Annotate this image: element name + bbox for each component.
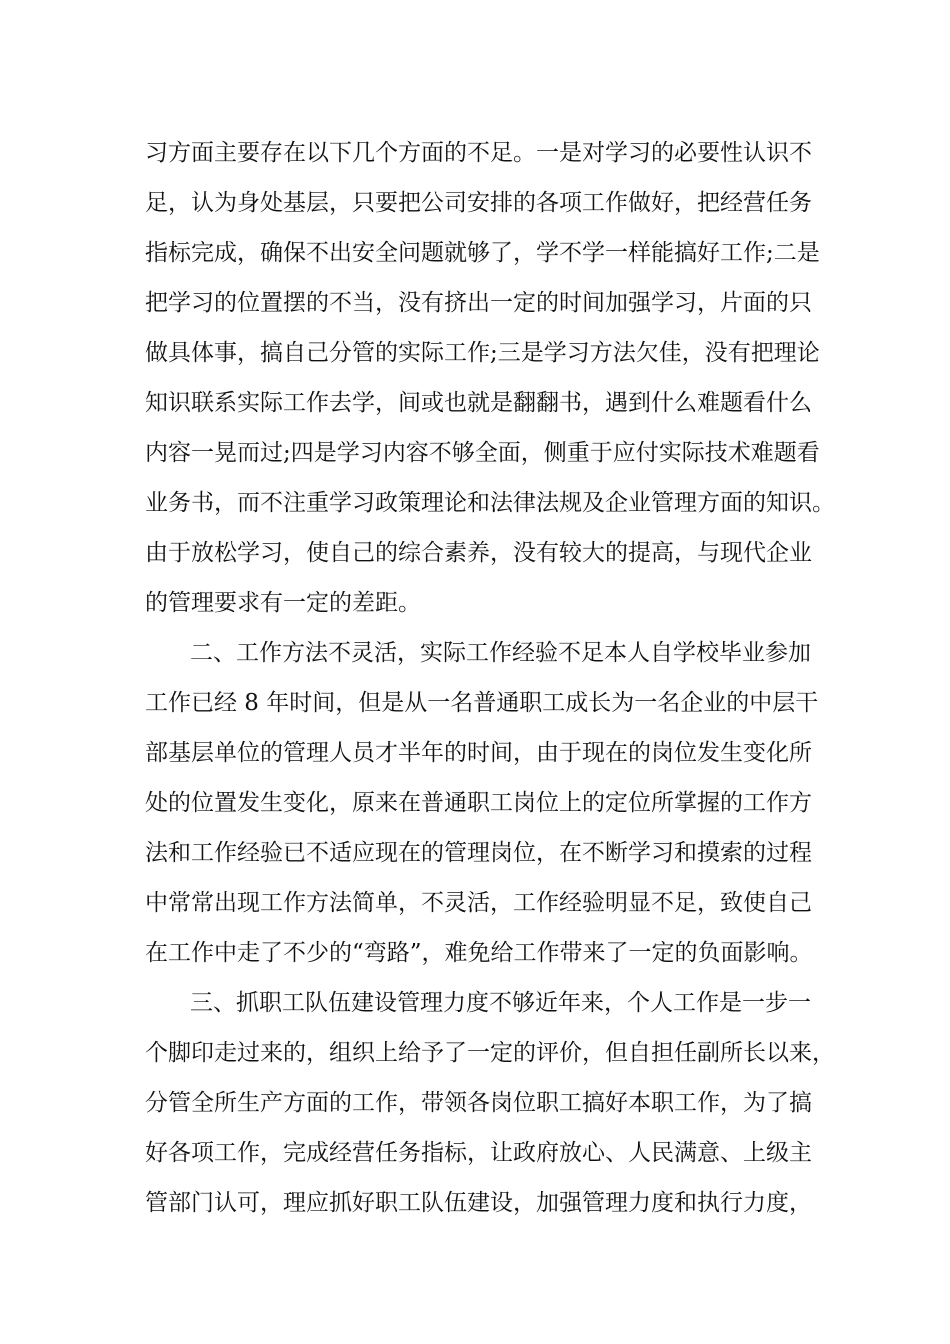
text-line: 由于放松学习，使自己的综合素养，没有较大的提高，与现代企业: [145, 540, 812, 566]
text-line: 习方面主要存在以下几个方面的不足。一是对学习的必要性认识不: [145, 140, 812, 166]
text-line: 工作已经 8 年时间，但是从一名普通职工成长为一名企业的中层干: [145, 690, 819, 716]
text-line: 处的位置发生变化，原来在普通职工岗位上的定位所掌握的工作方: [145, 790, 812, 816]
text-line: 业务书，而不注重学习政策理论和法律法规及企业管理方面的知识。: [145, 490, 835, 516]
text-line: 部基层单位的管理人员才半年的时间，由于现在的岗位发生变化所: [145, 740, 812, 766]
text-line: 好各项工作，完成经营任务指标，让政府放心、人民满意、上级主: [145, 1140, 812, 1166]
text-line: 管部门认可，理应抓好职工队伍建设，加强管理力度和执行力度，: [145, 1190, 812, 1216]
text-line: 足，认为身处基层，只要把公司安排的各项工作做好，把经营任务: [145, 190, 812, 216]
text-line: 知识联系实际工作去学，间或也就是翻翻书，遇到什么难题看什么: [145, 390, 812, 416]
text-line: 把学习的位置摆的不当，没有挤出一定的时间加强学习，片面的只: [145, 290, 812, 316]
paragraph-first-line: 三、抓职工队伍建设管理力度不够近年来，个人工作是一步一: [190, 990, 811, 1016]
text-line: 在工作中走了不少的“弯路”，难免给工作带来了一定的负面影响。: [145, 940, 813, 966]
paragraph-first-line: 二、工作方法不灵活，实际工作经验不足本人自学校毕业参加: [190, 640, 811, 666]
text-line: 中常常出现工作方法简单，不灵活，工作经验明显不足，致使自己: [145, 890, 812, 916]
text-line: 指标完成，确保不出安全问题就够了，学不学一样能搞好工作;二是: [145, 240, 820, 266]
text-line: 个脚印走过来的，组织上给予了一定的评价，但自担任副所长以来，: [145, 1040, 835, 1066]
text-line: 分管全所生产方面的工作，带领各岗位职工搞好本职工作，为了搞: [145, 1090, 812, 1116]
text-line: 内容一晃而过;四是学习内容不够全面，侧重于应付实际技术难题看: [145, 440, 820, 466]
text-line: 的管理要求有一定的差距。: [145, 590, 421, 616]
text-line: 法和工作经验已不适应现在的管理岗位，在不断学习和摸索的过程: [145, 840, 812, 866]
text-line: 做具体事，搞自己分管的实际工作;三是学习方法欠佳，没有把理论: [145, 340, 820, 366]
